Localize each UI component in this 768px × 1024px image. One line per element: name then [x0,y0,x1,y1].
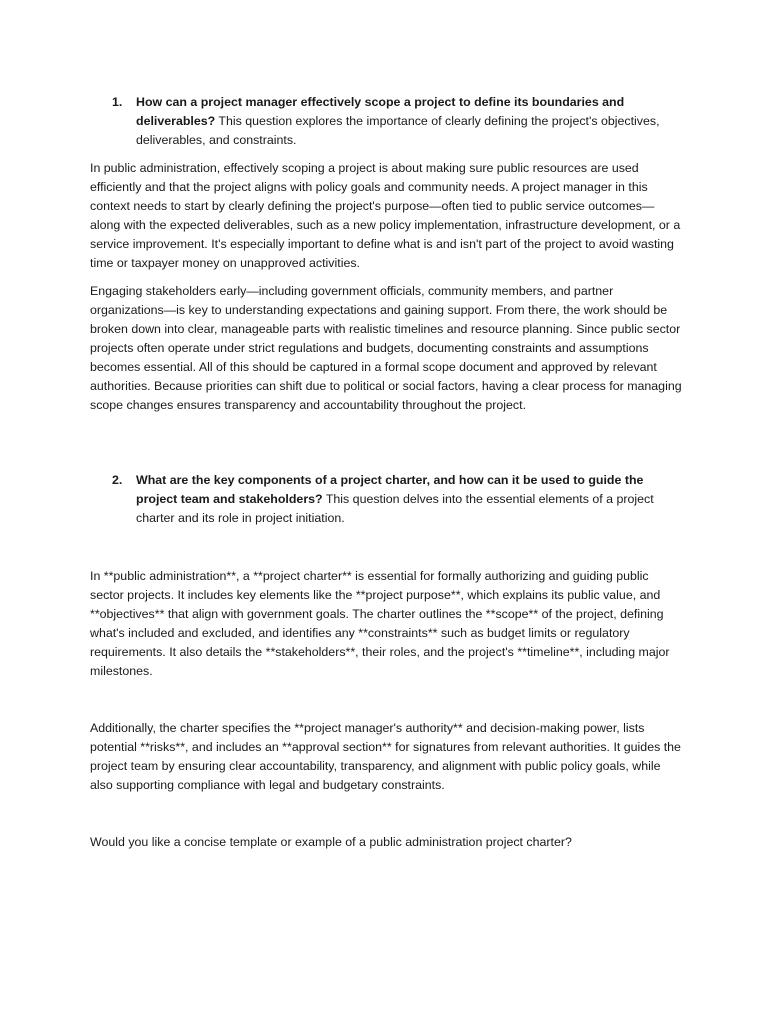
question-2-rest: This question delves into the essential elements of a project charter and its role in project initiation. [136,492,654,525]
paragraph-closing-question: Would you like a concise template or example of a public administration project charter? [90,835,572,849]
question-2-number: 2. [112,473,123,487]
question-2 [112,471,682,528]
paragraph-stakeholders: Engaging stakeholders early—including government officials, community members, and partner organizations—is key to understanding expectations and gaining support. From there, the work should be broken down into clear, manageable parts with realistic timelines and resource planning. Since public sector projects often operate under strict regulations and budgets, documenting constraints and assumptions becomes essential. All of this should be captured in a formal scope document and approved by relevant authorities. Because priorities can shift due to political or social factors, having a clear process for managing scope changes ensures transparency and accountability throughout the project. [90,284,682,412]
paragraph-scoping-intro: In public administration, effectively scoping a project is about making sure public resources are used efficiently and that the project aligns with policy goals and community needs. A project manager in this context needs to start by clearly defining the project's purpose—often tied to public service outcomes—along with the expected deliverables, such as a new policy implementation, infrastructure development, or a service improvement. It's especially important to define what is and isn't part of the project to avoid wasting time or taxpayer money on unapproved activities. [90,161,681,270]
question-2-bold: What are the key components of a project charter, and how can it be used to guide the project team and stakeholders? [136,473,644,506]
question-2-text [136,471,682,528]
paragraph-charter-authority: Additionally, the charter specifies the **project manager's authority** and decision-making power, lists potential **risks**, and includes an **approval section** for signatures from relevant authorities. It guides the project team by ensuring clear accountability, transparency, and alignment with public policy goals, while also supporting compliance with legal and budgetary constraints. [90,721,681,792]
question-1-number: 1. [112,95,123,109]
paragraph-charter-components: In **public administration**, a **project charter** is essential for formally authorizing and guiding public sector projects. It includes key elements like the **project purpose**, which explains its public value, and **objectives** that align with government goals. The charter outlines the **scope** of the project, defining what's included and excluded, and identifies any **constraints** such as budget limits or regulatory requirements. It also details the **stakeholders**, their roles, and the project's **timeline**, including major milestones. [90,569,670,678]
question-1 [112,93,682,150]
question-1-text [136,93,682,150]
question-1-bold: How can a project manager effectively scope a project to define its boundaries and deliverables? [136,95,625,128]
question-1-rest: This question explores the importance of clearly defining the project's objectives, deliverables, and constraints. [136,114,660,147]
